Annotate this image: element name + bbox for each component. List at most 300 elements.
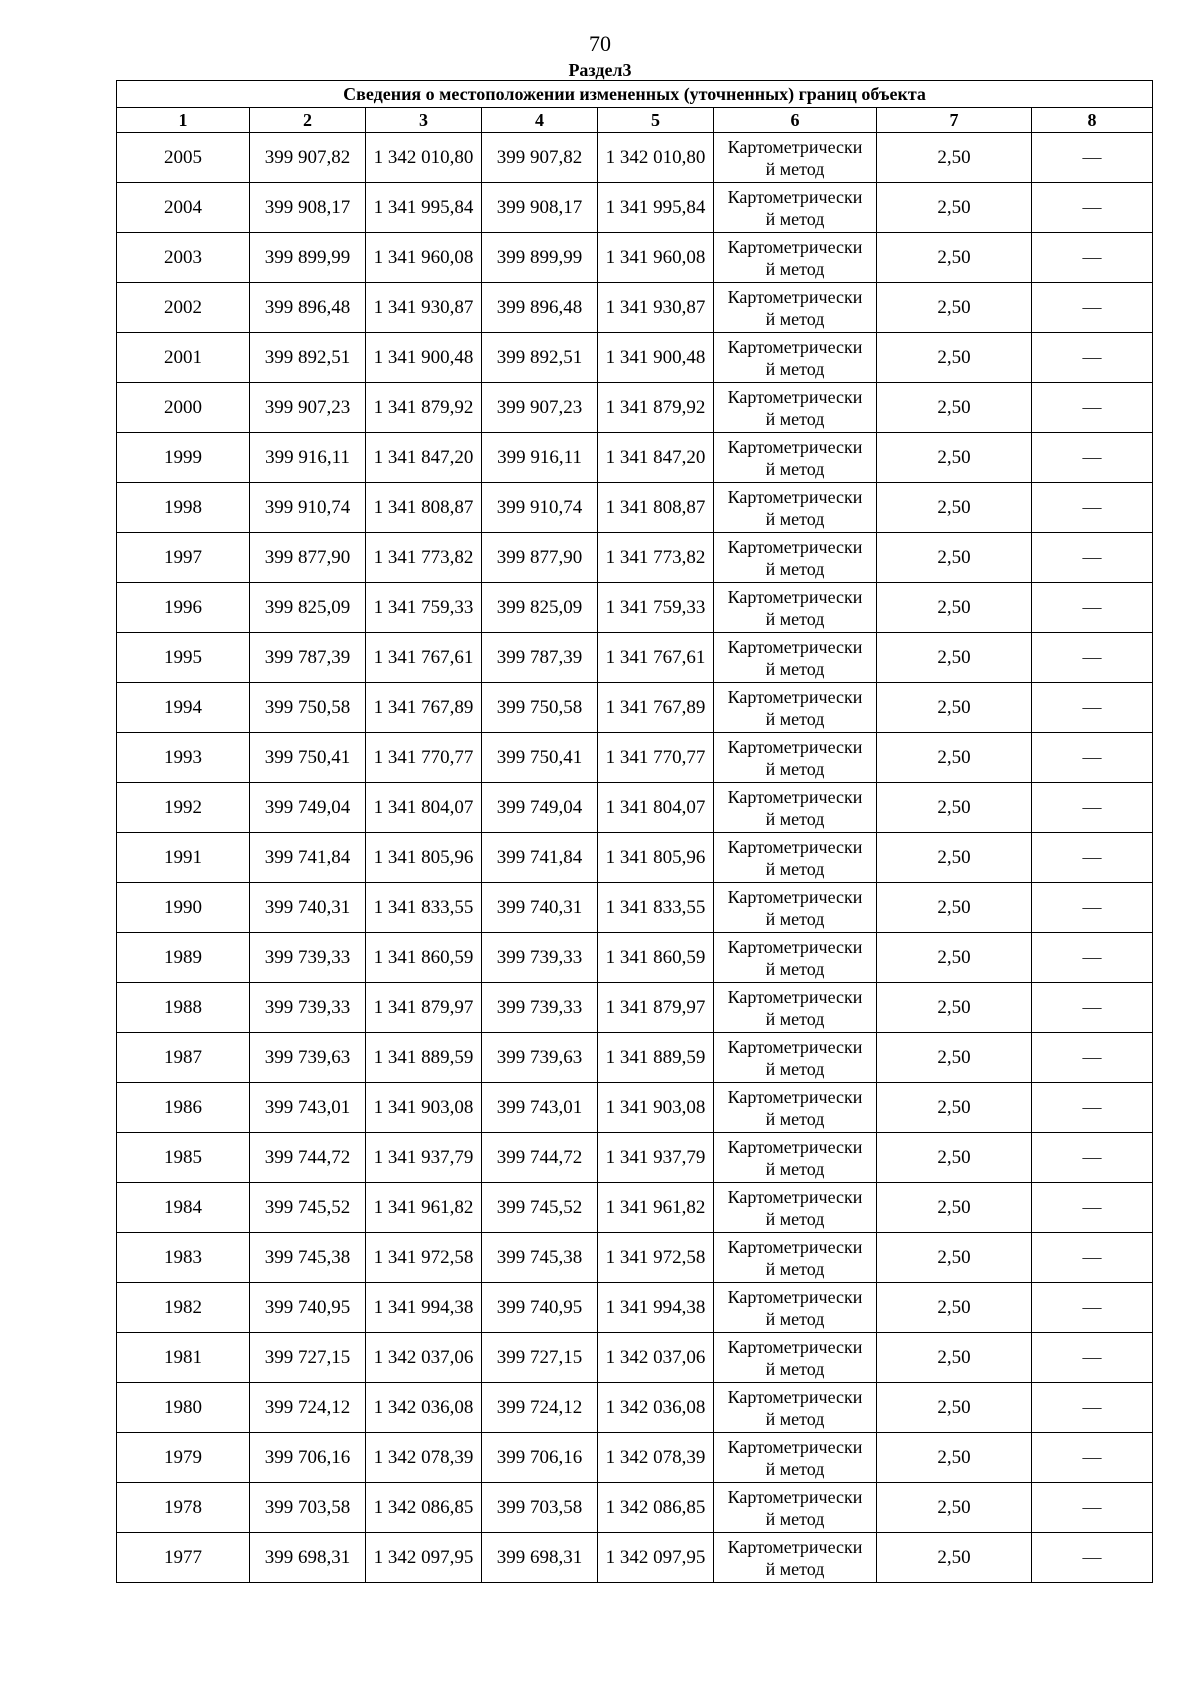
- point-number-cell: 1981: [117, 1333, 250, 1383]
- point-number-cell: 1993: [117, 733, 250, 783]
- point-number-cell: 1977: [117, 1533, 250, 1583]
- column-8-cell: —: [1032, 1533, 1153, 1583]
- method-cell: [714, 833, 877, 883]
- method-line-2: й метод: [765, 1258, 825, 1279]
- method-line-2: й метод: [765, 1358, 825, 1379]
- method-cell: [714, 1333, 877, 1383]
- x-refined-cell: 399 706,16: [482, 1433, 598, 1483]
- x-existing-cell: 399 908,17: [250, 183, 366, 233]
- y-refined-cell: 1 341 972,58: [598, 1233, 714, 1283]
- accuracy-cell: 2,50: [877, 1133, 1032, 1183]
- table-row: [117, 1383, 1153, 1433]
- y-existing-cell: 1 341 994,38: [366, 1283, 482, 1333]
- y-refined-cell: 1 341 903,08: [598, 1083, 714, 1133]
- y-refined-cell: 1 341 879,97: [598, 983, 714, 1033]
- column-8-cell: —: [1032, 933, 1153, 983]
- method-line-2: й метод: [765, 1108, 825, 1129]
- accuracy-cell: 2,50: [877, 883, 1032, 933]
- column-8-cell: —: [1032, 1433, 1153, 1483]
- x-refined-cell: 399 745,52: [482, 1183, 598, 1233]
- method-cell: [714, 783, 877, 833]
- method-line-1: Картометрически: [727, 186, 863, 207]
- x-refined-cell: 399 749,04: [482, 783, 598, 833]
- accuracy-cell: 2,50: [877, 533, 1032, 583]
- y-refined-cell: 1 341 804,07: [598, 783, 714, 833]
- point-number-cell: 1994: [117, 683, 250, 733]
- method-line-2: й метод: [765, 908, 825, 929]
- method-line-1: Картометрически: [727, 486, 863, 507]
- y-refined-cell: 1 342 037,06: [598, 1333, 714, 1383]
- y-existing-cell: 1 341 808,87: [366, 483, 482, 533]
- column-8-cell: —: [1032, 283, 1153, 333]
- section-label: Раздел3: [568, 60, 632, 80]
- column-8-cell: —: [1032, 233, 1153, 283]
- x-existing-cell: 399 745,38: [250, 1233, 366, 1283]
- method-cell: [714, 283, 877, 333]
- method-line-1: Картометрически: [727, 1086, 863, 1107]
- method-cell: [714, 583, 877, 633]
- point-number-cell: 1996: [117, 583, 250, 633]
- accuracy-cell: 2,50: [877, 1083, 1032, 1133]
- column-header-row: [117, 108, 1153, 133]
- x-refined-cell: 399 896,48: [482, 283, 598, 333]
- x-existing-cell: 399 724,12: [250, 1383, 366, 1433]
- x-existing-cell: 399 698,31: [250, 1533, 366, 1583]
- y-refined-cell: 1 341 773,82: [598, 533, 714, 583]
- y-refined-cell: 1 341 937,79: [598, 1133, 714, 1183]
- method-line-2: й метод: [765, 1558, 825, 1579]
- method-line-2: й метод: [765, 1158, 825, 1179]
- column-8-cell: —: [1032, 583, 1153, 633]
- table-row: [117, 1533, 1153, 1583]
- method-line-1: Картометрически: [727, 236, 863, 257]
- table-row: [117, 783, 1153, 833]
- method-cell: [714, 333, 877, 383]
- y-existing-cell: 1 341 767,89: [366, 683, 482, 733]
- x-refined-cell: 399 907,23: [482, 383, 598, 433]
- accuracy-cell: 2,50: [877, 1033, 1032, 1083]
- table-row: [117, 133, 1153, 183]
- x-existing-cell: 399 787,39: [250, 633, 366, 683]
- column-8-cell: —: [1032, 1033, 1153, 1083]
- point-number-cell: 1978: [117, 1483, 250, 1533]
- method-line-2: й метод: [765, 208, 825, 229]
- point-number-cell: 1982: [117, 1283, 250, 1333]
- point-number-cell: 1997: [117, 533, 250, 583]
- method-line-1: Картометрически: [727, 886, 863, 907]
- method-line-2: й метод: [765, 608, 825, 629]
- point-number-cell: 1990: [117, 883, 250, 933]
- accuracy-cell: 2,50: [877, 1383, 1032, 1433]
- point-number-cell: 1995: [117, 633, 250, 683]
- method-cell: [714, 1383, 877, 1433]
- method-line-1: Картометрически: [727, 1186, 863, 1207]
- method-line-2: й метод: [765, 358, 825, 379]
- x-existing-cell: 399 740,95: [250, 1283, 366, 1333]
- column-header: 4: [482, 108, 598, 133]
- boundary-coordinates-table: [116, 80, 1153, 1583]
- column-8-cell: —: [1032, 1133, 1153, 1183]
- method-cell: [714, 483, 877, 533]
- table-row: [117, 883, 1153, 933]
- point-number-cell: 1991: [117, 833, 250, 883]
- x-existing-cell: 399 910,74: [250, 483, 366, 533]
- accuracy-cell: 2,50: [877, 1433, 1032, 1483]
- method-cell: [714, 233, 877, 283]
- x-refined-cell: 399 744,72: [482, 1133, 598, 1183]
- method-line-1: Картометрически: [727, 1136, 863, 1157]
- y-refined-cell: 1 341 995,84: [598, 183, 714, 233]
- accuracy-cell: 2,50: [877, 233, 1032, 283]
- method-line-2: й метод: [765, 1408, 825, 1429]
- method-line-2: й метод: [765, 258, 825, 279]
- x-existing-cell: 399 743,01: [250, 1083, 366, 1133]
- method-line-1: Картометрически: [727, 1036, 863, 1057]
- y-refined-cell: 1 341 961,82: [598, 1183, 714, 1233]
- point-number-cell: 1992: [117, 783, 250, 833]
- table-row: [117, 333, 1153, 383]
- method-cell: [714, 1083, 877, 1133]
- point-number-cell: 1989: [117, 933, 250, 983]
- method-cell: [714, 533, 877, 583]
- accuracy-cell: 2,50: [877, 483, 1032, 533]
- table-row: [117, 683, 1153, 733]
- method-line-2: й метод: [765, 158, 825, 179]
- table-row: [117, 1433, 1153, 1483]
- accuracy-cell: 2,50: [877, 983, 1032, 1033]
- table-body: [117, 133, 1153, 1583]
- accuracy-cell: 2,50: [877, 933, 1032, 983]
- method-line-1: Картометрически: [727, 336, 863, 357]
- x-existing-cell: 399 727,15: [250, 1333, 366, 1383]
- point-number-cell: 1999: [117, 433, 250, 483]
- method-cell: [714, 1233, 877, 1283]
- method-line-1: Картометрически: [727, 136, 863, 157]
- point-number-cell: 2001: [117, 333, 250, 383]
- method-line-1: Картометрически: [727, 386, 863, 407]
- x-existing-cell: 399 750,58: [250, 683, 366, 733]
- y-existing-cell: 1 341 770,77: [366, 733, 482, 783]
- method-cell: [714, 1483, 877, 1533]
- y-refined-cell: 1 341 860,59: [598, 933, 714, 983]
- method-line-1: Картометрически: [727, 536, 863, 557]
- y-existing-cell: 1 341 995,84: [366, 183, 482, 233]
- method-line-2: й метод: [765, 708, 825, 729]
- table-row: [117, 1333, 1153, 1383]
- x-refined-cell: 399 750,41: [482, 733, 598, 783]
- y-existing-cell: 1 341 900,48: [366, 333, 482, 383]
- y-existing-cell: 1 341 903,08: [366, 1083, 482, 1133]
- x-refined-cell: 399 916,11: [482, 433, 598, 483]
- column-header: 8: [1032, 108, 1153, 133]
- method-line-2: й метод: [765, 308, 825, 329]
- y-refined-cell: 1 341 767,89: [598, 683, 714, 733]
- method-line-2: й метод: [765, 808, 825, 829]
- method-line-1: Картометрически: [727, 636, 863, 657]
- y-refined-cell: 1 341 808,87: [598, 483, 714, 533]
- x-existing-cell: 399 703,58: [250, 1483, 366, 1533]
- y-existing-cell: 1 341 847,20: [366, 433, 482, 483]
- x-existing-cell: 399 739,33: [250, 983, 366, 1033]
- method-cell: [714, 883, 877, 933]
- table-row: [117, 933, 1153, 983]
- x-existing-cell: 399 877,90: [250, 533, 366, 583]
- x-existing-cell: 399 916,11: [250, 433, 366, 483]
- y-refined-cell: 1 341 960,08: [598, 233, 714, 283]
- accuracy-cell: 2,50: [877, 1333, 1032, 1383]
- column-8-cell: —: [1032, 133, 1153, 183]
- accuracy-cell: 2,50: [877, 1183, 1032, 1233]
- table-row: [117, 383, 1153, 433]
- y-existing-cell: 1 341 879,97: [366, 983, 482, 1033]
- table-row: [117, 583, 1153, 633]
- y-refined-cell: 1 341 889,59: [598, 1033, 714, 1083]
- column-8-cell: —: [1032, 483, 1153, 533]
- y-existing-cell: 1 341 833,55: [366, 883, 482, 933]
- accuracy-cell: 2,50: [877, 133, 1032, 183]
- y-refined-cell: 1 342 086,85: [598, 1483, 714, 1533]
- method-line-1: Картометрически: [727, 1436, 863, 1457]
- accuracy-cell: 2,50: [877, 1483, 1032, 1533]
- x-existing-cell: 399 749,04: [250, 783, 366, 833]
- y-existing-cell: 1 341 960,08: [366, 233, 482, 283]
- method-line-2: й метод: [765, 1508, 825, 1529]
- y-existing-cell: 1 341 759,33: [366, 583, 482, 633]
- y-existing-cell: 1 342 078,39: [366, 1433, 482, 1483]
- method-cell: [714, 433, 877, 483]
- method-line-1: Картометрически: [727, 986, 863, 1007]
- accuracy-cell: 2,50: [877, 333, 1032, 383]
- y-refined-cell: 1 341 994,38: [598, 1283, 714, 1333]
- column-8-cell: —: [1032, 183, 1153, 233]
- y-existing-cell: 1 341 937,79: [366, 1133, 482, 1183]
- table-row: [117, 1033, 1153, 1083]
- method-line-1: Картометрически: [727, 786, 863, 807]
- table-row: [117, 483, 1153, 533]
- column-8-cell: —: [1032, 1283, 1153, 1333]
- point-number-cell: 1998: [117, 483, 250, 533]
- method-line-1: Картометрически: [727, 686, 863, 707]
- method-line-1: Картометрически: [727, 436, 863, 457]
- y-refined-cell: 1 341 879,92: [598, 383, 714, 433]
- table-row: [117, 1483, 1153, 1533]
- table-row: [117, 183, 1153, 233]
- x-existing-cell: 399 741,84: [250, 833, 366, 883]
- table-row: [117, 1233, 1153, 1283]
- column-header: 6: [714, 108, 877, 133]
- y-existing-cell: 1 341 804,07: [366, 783, 482, 833]
- y-refined-cell: 1 341 847,20: [598, 433, 714, 483]
- accuracy-cell: 2,50: [877, 633, 1032, 683]
- method-line-1: Картометрически: [727, 1486, 863, 1507]
- point-number-cell: 1985: [117, 1133, 250, 1183]
- method-cell: [714, 733, 877, 783]
- method-line-2: й метод: [765, 508, 825, 529]
- y-existing-cell: 1 341 860,59: [366, 933, 482, 983]
- method-line-1: Картометрически: [727, 1536, 863, 1557]
- point-number-cell: 2003: [117, 233, 250, 283]
- method-line-1: Картометрически: [727, 1336, 863, 1357]
- column-8-cell: —: [1032, 1483, 1153, 1533]
- x-refined-cell: 399 703,58: [482, 1483, 598, 1533]
- x-refined-cell: 399 899,99: [482, 233, 598, 283]
- method-cell: [714, 933, 877, 983]
- table-row: [117, 1183, 1153, 1233]
- method-line-1: Картометрически: [727, 586, 863, 607]
- x-refined-cell: 399 750,58: [482, 683, 598, 733]
- y-existing-cell: 1 341 879,92: [366, 383, 482, 433]
- point-number-cell: 2002: [117, 283, 250, 333]
- accuracy-cell: 2,50: [877, 1533, 1032, 1583]
- x-existing-cell: 399 750,41: [250, 733, 366, 783]
- y-existing-cell: 1 342 036,08: [366, 1383, 482, 1433]
- page-number: 70: [589, 31, 611, 56]
- x-existing-cell: 399 907,82: [250, 133, 366, 183]
- point-number-cell: 2000: [117, 383, 250, 433]
- method-line-1: Картометрически: [727, 736, 863, 757]
- y-refined-cell: 1 341 833,55: [598, 883, 714, 933]
- accuracy-cell: 2,50: [877, 733, 1032, 783]
- accuracy-cell: 2,50: [877, 1233, 1032, 1283]
- column-8-cell: —: [1032, 1233, 1153, 1283]
- method-cell: [714, 1033, 877, 1083]
- accuracy-cell: 2,50: [877, 833, 1032, 883]
- column-8-cell: —: [1032, 983, 1153, 1033]
- method-cell: [714, 133, 877, 183]
- table-row: [117, 233, 1153, 283]
- x-existing-cell: 399 892,51: [250, 333, 366, 383]
- method-line-1: Картометрически: [727, 836, 863, 857]
- y-existing-cell: 1 342 086,85: [366, 1483, 482, 1533]
- x-refined-cell: 399 892,51: [482, 333, 598, 383]
- method-line-1: Картометрически: [727, 1236, 863, 1257]
- point-number-cell: 1980: [117, 1383, 250, 1433]
- table-row: [117, 1083, 1153, 1133]
- y-existing-cell: 1 341 767,61: [366, 633, 482, 683]
- x-refined-cell: 399 745,38: [482, 1233, 598, 1283]
- method-line-2: й метод: [765, 658, 825, 679]
- accuracy-cell: 2,50: [877, 583, 1032, 633]
- y-refined-cell: 1 341 900,48: [598, 333, 714, 383]
- x-refined-cell: 399 787,39: [482, 633, 598, 683]
- y-existing-cell: 1 341 961,82: [366, 1183, 482, 1233]
- y-existing-cell: 1 342 097,95: [366, 1533, 482, 1583]
- y-refined-cell: 1 341 759,33: [598, 583, 714, 633]
- column-8-cell: —: [1032, 833, 1153, 883]
- x-refined-cell: 399 825,09: [482, 583, 598, 633]
- column-8-cell: —: [1032, 883, 1153, 933]
- method-cell: [714, 383, 877, 433]
- column-8-cell: —: [1032, 633, 1153, 683]
- table-row: [117, 983, 1153, 1033]
- column-header: 1: [117, 108, 250, 133]
- method-line-1: Картометрически: [727, 936, 863, 957]
- y-existing-cell: 1 342 010,80: [366, 133, 482, 183]
- x-refined-cell: 399 698,31: [482, 1533, 598, 1583]
- method-cell: [714, 1433, 877, 1483]
- y-existing-cell: 1 341 805,96: [366, 833, 482, 883]
- x-existing-cell: 399 907,23: [250, 383, 366, 433]
- method-cell: [714, 683, 877, 733]
- x-existing-cell: 399 744,72: [250, 1133, 366, 1183]
- table-row: [117, 633, 1153, 683]
- method-line-2: й метод: [765, 1058, 825, 1079]
- y-refined-cell: 1 341 770,77: [598, 733, 714, 783]
- table-row: [117, 283, 1153, 333]
- accuracy-cell: 2,50: [877, 383, 1032, 433]
- method-line-1: Картометрически: [727, 1386, 863, 1407]
- method-line-1: Картометрически: [727, 1286, 863, 1307]
- table-row: [117, 1283, 1153, 1333]
- column-header: 5: [598, 108, 714, 133]
- x-existing-cell: 399 706,16: [250, 1433, 366, 1483]
- method-line-2: й метод: [765, 1008, 825, 1029]
- method-cell: [714, 1283, 877, 1333]
- x-refined-cell: 399 739,63: [482, 1033, 598, 1083]
- point-number-cell: 2005: [117, 133, 250, 183]
- x-refined-cell: 399 739,33: [482, 933, 598, 983]
- table-row: [117, 1133, 1153, 1183]
- table-caption: Сведения о местоположении измененных (уточненных) границ объекта: [117, 81, 1153, 108]
- point-number-cell: 2004: [117, 183, 250, 233]
- method-cell: [714, 983, 877, 1033]
- method-line-2: й метод: [765, 758, 825, 779]
- x-refined-cell: 399 743,01: [482, 1083, 598, 1133]
- method-line-2: й метод: [765, 1458, 825, 1479]
- accuracy-cell: 2,50: [877, 183, 1032, 233]
- point-number-cell: 1988: [117, 983, 250, 1033]
- column-8-cell: —: [1032, 783, 1153, 833]
- point-number-cell: 1986: [117, 1083, 250, 1133]
- x-existing-cell: 399 745,52: [250, 1183, 366, 1233]
- x-refined-cell: 399 727,15: [482, 1333, 598, 1383]
- point-number-cell: 1984: [117, 1183, 250, 1233]
- point-number-cell: 1987: [117, 1033, 250, 1083]
- column-8-cell: —: [1032, 433, 1153, 483]
- x-existing-cell: 399 896,48: [250, 283, 366, 333]
- column-8-cell: —: [1032, 733, 1153, 783]
- x-refined-cell: 399 740,95: [482, 1283, 598, 1333]
- column-8-cell: —: [1032, 533, 1153, 583]
- y-refined-cell: 1 341 805,96: [598, 833, 714, 883]
- table-row: [117, 733, 1153, 783]
- y-existing-cell: 1 341 773,82: [366, 533, 482, 583]
- x-existing-cell: 399 739,63: [250, 1033, 366, 1083]
- x-refined-cell: 399 739,33: [482, 983, 598, 1033]
- table-row: [117, 833, 1153, 883]
- y-existing-cell: 1 342 037,06: [366, 1333, 482, 1383]
- x-refined-cell: 399 724,12: [482, 1383, 598, 1433]
- y-refined-cell: 1 342 036,08: [598, 1383, 714, 1433]
- accuracy-cell: 2,50: [877, 1283, 1032, 1333]
- column-8-cell: —: [1032, 1083, 1153, 1133]
- x-refined-cell: 399 910,74: [482, 483, 598, 533]
- y-refined-cell: 1 342 078,39: [598, 1433, 714, 1483]
- x-refined-cell: 399 908,17: [482, 183, 598, 233]
- x-existing-cell: 399 825,09: [250, 583, 366, 633]
- table-row: [117, 533, 1153, 583]
- point-number-cell: 1979: [117, 1433, 250, 1483]
- column-header: 3: [366, 108, 482, 133]
- method-line-2: й метод: [765, 558, 825, 579]
- table-row: [117, 433, 1153, 483]
- y-refined-cell: 1 341 767,61: [598, 633, 714, 683]
- x-refined-cell: 399 907,82: [482, 133, 598, 183]
- y-refined-cell: 1 342 097,95: [598, 1533, 714, 1583]
- method-line-2: й метод: [765, 858, 825, 879]
- accuracy-cell: 2,50: [877, 283, 1032, 333]
- y-existing-cell: 1 341 972,58: [366, 1233, 482, 1283]
